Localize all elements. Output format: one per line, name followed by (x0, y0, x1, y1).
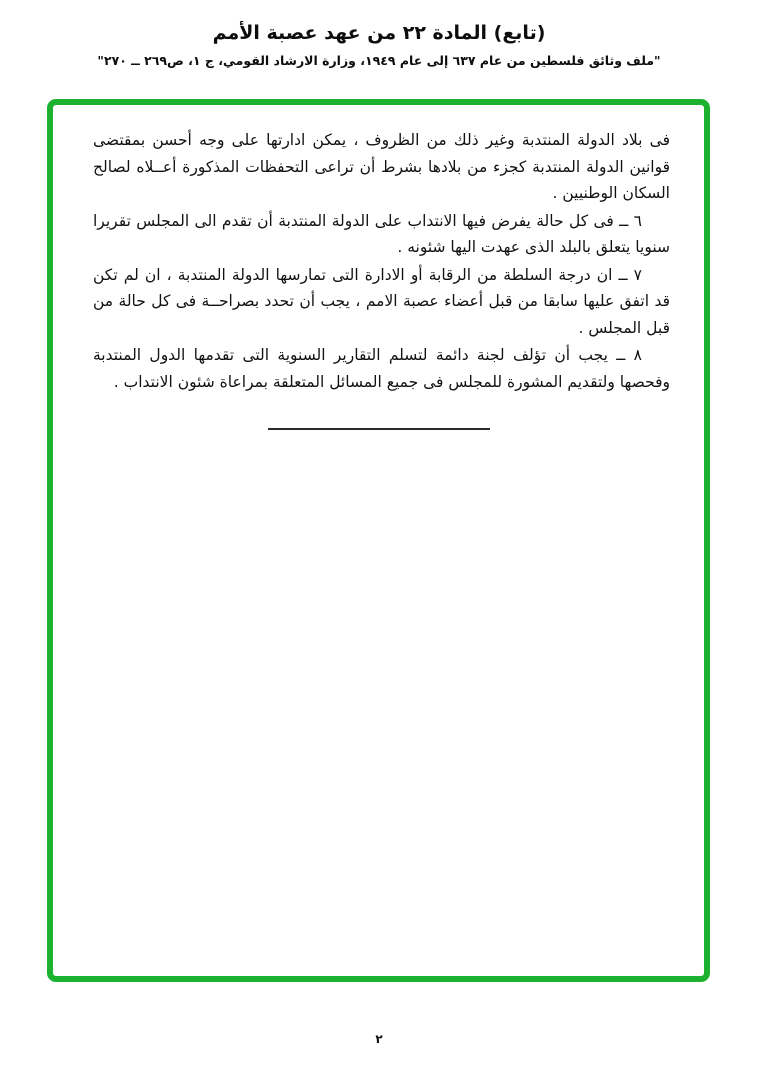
paragraph-1: فى بلاد الدولة المنتدبة وغير ذلك من الظروف ، يمكن ادارتها على وجه أحسن بمقتضى قوانين الدولة المنتدبة كجزء من بلادها بشرط أن تراعى التحفظات المذكورة أعــلاه لصالح السكان الوطنيين . (93, 131, 670, 202)
page-number: ٢ (375, 1032, 383, 1046)
document-title: (تابع) المادة ٢٢ من عهد عصبة الأمم (212, 22, 546, 44)
section-divider-rule (268, 428, 490, 430)
paragraph-2: ٦ ــ فى كل حالة يفرض فيها الانتداب على الدولة المنتدبة أن تقدم الى المجلس تقريرا سنويا يتعلق بالبلد الذى عهدت اليها شئونه . (93, 211, 670, 256)
source-citation: "ملف وثائق فلسطين من عام ٦٣٧ إلى عام ١٩٤٩، وزارة الارشاد القومي، ج ١، ص٢٦٩ ــ ٢٧٠" (97, 53, 661, 68)
green-border-frame (47, 99, 710, 982)
paragraph-4: ٨ ــ يجب أن تؤلف لجنة دائمة لتسلم التقارير السنوية التى تقدمها الدول المنتدبة وفحصها ولتقديم المشورة للمجلس فى جميع المسائل المتعلقة بمراعاة شئون الانتداب . (93, 346, 670, 391)
page-header (0, 20, 758, 70)
paragraph-3: ٧ ــ ان درجة السلطة من الرقابة أو الادارة التى تمارسها الدولة المنتدبة ، ان لم تكن قد اتفق عليها سابقا من قبل أعضاء عصبة الامم ، يجب أن تحدد بصراحــة فى كل حالة من قبل المجلس . (93, 265, 670, 337)
document-body (93, 127, 670, 396)
